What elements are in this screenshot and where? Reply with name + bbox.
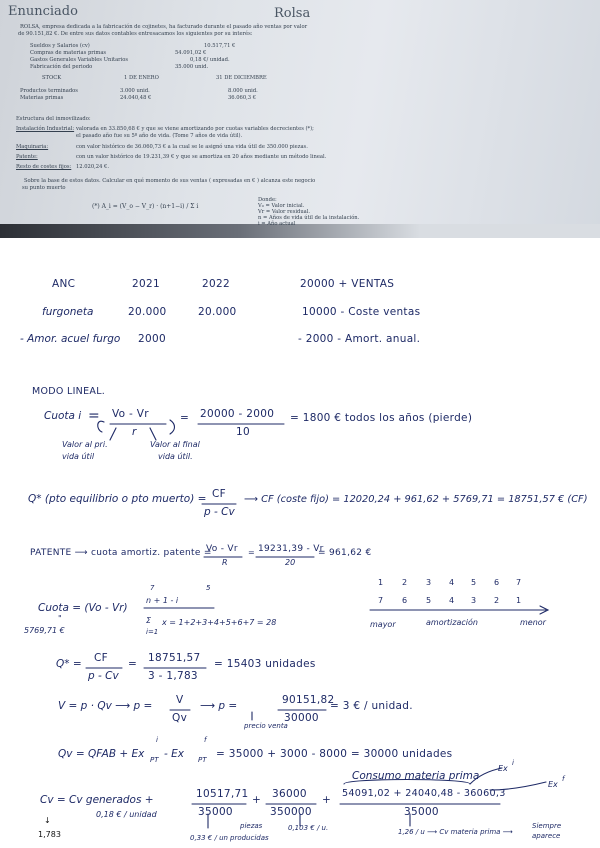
cv-denominator-2: 350000 — [270, 806, 312, 818]
cost-value: 0,18 €/ unidad. — [190, 57, 230, 63]
inmov-label: Patente: — [16, 154, 38, 160]
cost-label: Compras de materias primas — [30, 50, 107, 56]
handwritten-notes — [0, 238, 600, 848]
legend-item: n = Años de vida útil de la instalación. — [258, 215, 360, 221]
legend-title: Donde: — [258, 197, 277, 203]
cuota-result: = 1800 € todos los años (pierde) — [290, 412, 473, 424]
cost-value: 35.000 unid. — [175, 64, 209, 70]
v-line: V = p · Qv ⟶ p = — [58, 700, 153, 712]
patente-line: PATENTE ⟶ cuota amortiz. patente = — [30, 548, 212, 558]
sum-top: 7 — [150, 584, 155, 592]
v-result: = 3 € / unidad. — [330, 700, 413, 712]
vo-note: Valor al pri. — [62, 440, 108, 449]
sum-numerator: n + 1 - i — [146, 596, 179, 605]
year-top: 6 — [494, 578, 500, 587]
patente-denominator: R — [222, 558, 228, 567]
sum-top-2: 5 — [206, 584, 211, 592]
cv-result: 1,783 — [38, 830, 61, 839]
stock-row-v2: 8.000 unid. — [228, 88, 258, 94]
q2-numerator-2: 18751,57 — [148, 652, 201, 664]
inmov-text: con valor histórico de 36.060,73 € a la cual se le asignó una vida útil de 350.000 piezas. — [76, 144, 308, 150]
stock-row-label: Productos terminados — [20, 88, 78, 94]
legend-item: i = Año actual — [258, 221, 296, 227]
axis-label-right: menor — [520, 618, 546, 627]
pl-line: - 2000 - Amort. anual. — [298, 333, 421, 345]
table-cell: 2000 — [138, 333, 166, 345]
table-cell: 20.000 — [198, 306, 237, 318]
qstar-label: Q* (pto equilibrio o pto muerto) = — [28, 493, 207, 505]
cuota-label: Cuota i — [44, 410, 82, 422]
sum-from: i=1 — [146, 628, 159, 636]
table-header-2022: 2022 — [202, 278, 230, 290]
sum-expression: x = 1+2+3+4+5+6+7 = 28 — [162, 618, 277, 627]
cv-line: Cv = Cv generados + — [40, 794, 154, 806]
year-bottom: 3 — [471, 596, 477, 605]
q2-denominator-2: 3 - 1,783 — [148, 670, 198, 682]
qstar-denominator: p - Cv — [204, 506, 235, 518]
cv-numerator-3: 54091,02 + 24040,48 - 36060,3 — [342, 788, 506, 799]
qv-line: Qv = QFAB + Ex — [58, 748, 145, 760]
cuota-numerator: Vo - Vr — [112, 408, 149, 420]
slide-brand: Rolsa — [274, 6, 311, 21]
qstar-numerator: CF — [212, 488, 226, 500]
axis-label-left: mayor — [370, 620, 396, 629]
table-header-2021: 2021 — [132, 278, 160, 290]
q2-result: = 15403 unidades — [214, 658, 316, 670]
cv-mp-unit: 1,26 / u ⟶ Cv materia prima ⟶ — [398, 828, 513, 836]
cuota-numerator-2: 20000 - 2000 — [200, 408, 275, 420]
cv-result-arrow: ↓ — [44, 816, 51, 825]
cv-denominator-1: 35000 — [198, 806, 233, 818]
cv-plus: + — [252, 794, 261, 806]
v-denominator-2: 30000 — [284, 712, 319, 724]
table-cell: 20.000 — [128, 306, 167, 318]
axis-label-mid: amortización — [426, 618, 478, 627]
q2-eq: = — [128, 658, 137, 670]
stock-header-label: STOCK — [42, 75, 62, 81]
sum-symbol: Σ — [146, 616, 152, 625]
qv-result: = 35000 + 3000 - 8000 = 30000 unidades — [216, 748, 453, 760]
slide-title: Enunciado — [8, 4, 78, 19]
ex-final: Ex — [548, 780, 558, 789]
cuota2-value: 5769,71 € — [24, 626, 65, 635]
cost-label: Gastos Generales Variables Unitarios — [30, 57, 129, 63]
cv-piezas: piezas — [240, 822, 263, 830]
cuota2-label: Cuota = (Vo - Vr) — [38, 602, 128, 614]
siempre-note: Siempre — [532, 822, 562, 830]
precio-venta-note: precio venta — [244, 722, 288, 730]
slide-intro-1: ROLSA, empresa dedicada a la fabricación de cojinetes, ha facturado durante el pasado año ventas por valor — [20, 24, 308, 30]
year-bottom: 6 — [402, 596, 408, 605]
slide-content — [0, 0, 600, 238]
legend-item: Vr = Valor residual. — [258, 209, 311, 215]
table-row-label: furgoneta — [42, 306, 94, 318]
question-2: su punto muerto — [22, 185, 66, 191]
patente-numerator: Vo - Vr — [206, 544, 238, 554]
qv-sup-i: i — [156, 736, 158, 744]
cv-plus-2: + — [322, 794, 331, 806]
slide-photo — [0, 0, 600, 238]
ex-final-sup: f — [562, 775, 565, 783]
cv-maq-unit: 0,103 € / u. — [288, 824, 329, 832]
question-1: Sobre la base de estos datos. Calcular en qué momento de sus ventas ( expresadas en € ) alcanza este negocio — [24, 178, 316, 184]
year-bottom: 5 — [426, 596, 432, 605]
qv-sub-pt: PT — [150, 756, 159, 764]
amortization-formula: (*) A_i = (V_o − V_r) · (n+1−i) / Σ i — [92, 203, 199, 210]
slide-intro-2: de 90.151,82 €. De entre sus datos contables entresacamos los siguientes por su interés: — [18, 31, 253, 37]
inmov-text-2: el pasado año fue su 5º año de vida. (Tome 7 años de vida útil). — [76, 133, 243, 139]
qv-sup-f: f — [204, 736, 207, 744]
q2-numerator: CF — [94, 652, 108, 664]
vo-note: vida útil — [62, 452, 95, 461]
stock-header-col1: 1 DE ENERO — [124, 75, 159, 81]
stock-header-col2: 31 DE DICIEMBRE — [216, 75, 267, 81]
ex-initial-sup: i — [512, 759, 514, 767]
qstar-cf: ⟶ CF (coste fijo) = 12020,24 + 961,62 + 5769,71 = 18751,57 € (CF) — [244, 494, 588, 505]
year-bottom: 2 — [494, 596, 500, 605]
cost-value: 10.517,71 € — [204, 43, 236, 49]
cost-label: Fabricación del periodo — [30, 64, 93, 70]
cv-producidas: producidas — [230, 834, 269, 842]
legend-item: V₀ = Valor inicial. — [258, 203, 305, 209]
ex-initial: Ex — [498, 764, 508, 773]
v-numerator-2: 90151,82 — [282, 694, 335, 706]
inmov-label: Resto de costes fijos: — [16, 164, 72, 170]
qv-minus: - Ex — [164, 748, 184, 760]
inmov-text: 12.020,24 €. — [76, 164, 109, 170]
v-numerator: V — [176, 694, 184, 706]
stock-row-v2: 36.060,3 € — [228, 95, 257, 101]
vr-note: Valor al final — [150, 440, 200, 449]
patente-numerator-2: 19231,39 - Vr — [258, 544, 324, 554]
stock-row-label: Materias primas — [20, 95, 64, 101]
vr-note: vida útil. — [158, 452, 193, 461]
v-denominator: Qv — [172, 712, 188, 724]
inmov-text: valorada en 33.850,68 € y que se viene amortizando por cuotas variables decrecientes (*); — [76, 126, 314, 132]
year-top: 1 — [378, 578, 384, 587]
qv-sub-pt-2: PT — [198, 756, 207, 764]
cuota-denominator: r — [132, 426, 137, 438]
q2-label: Q* = — [56, 658, 82, 670]
section-modo-lineal: MODO LINEAL. — [32, 386, 106, 397]
q2-denominator: p - Cv — [88, 670, 119, 682]
patente-result: = 961,62 € — [318, 548, 372, 558]
cost-value: 54.091,02 € — [175, 50, 207, 56]
inmov-text: con un valor histórico de 19.231,39 € y que se amortiza en 20 años mediante un método lineal. — [76, 154, 327, 160]
cuota-eq: = — [88, 408, 100, 424]
inmov-title: Estructura del inmovilizado: — [16, 116, 91, 122]
patente-eq: = — [248, 548, 255, 557]
cv-denominator-3: 35000 — [404, 806, 439, 818]
cuota2-quote-mark: " — [58, 614, 62, 623]
year-bottom: 4 — [449, 596, 455, 605]
cv-numerator-2: 36000 — [272, 788, 307, 800]
stock-row-v1: 24.040,48 € — [120, 95, 152, 101]
cv-numerator-1: 10517,71 — [196, 788, 249, 800]
year-top: 5 — [471, 578, 477, 587]
year-bottom: 1 — [516, 596, 522, 605]
cost-label: Sueldos y Salarios (cv) — [30, 43, 90, 49]
year-top: 7 — [516, 578, 522, 587]
stock-row-v1: 3.000 unid. — [120, 88, 150, 94]
pl-line: 10000 - Coste ventas — [302, 306, 421, 318]
pl-line: 20000 + VENTAS — [300, 278, 395, 290]
inmov-label: Instalación Industrial: — [16, 126, 75, 132]
year-bottom: 7 — [378, 596, 384, 605]
cv-gg-unit: 0,18 € / unidad — [96, 810, 157, 819]
cuota-denominator-2: 10 — [236, 426, 250, 438]
year-top: 2 — [402, 578, 408, 587]
patente-denominator-2: 20 — [285, 558, 296, 567]
year-top: 3 — [426, 578, 432, 587]
cv-sal-unit: 0,33 € / un — [190, 834, 228, 842]
cuota-eq2: = — [180, 412, 189, 424]
year-top: 4 — [449, 578, 455, 587]
consumo-note: Consumo materia prima — [352, 770, 480, 782]
table-header-anc: ANC — [52, 278, 76, 290]
aparece-note: aparece — [532, 832, 561, 840]
inmov-label: Maquinaria: — [16, 144, 49, 150]
table-row-label: - Amor. acuel furgo — [20, 333, 121, 345]
v-arrow: ⟶ p = — [200, 700, 238, 712]
